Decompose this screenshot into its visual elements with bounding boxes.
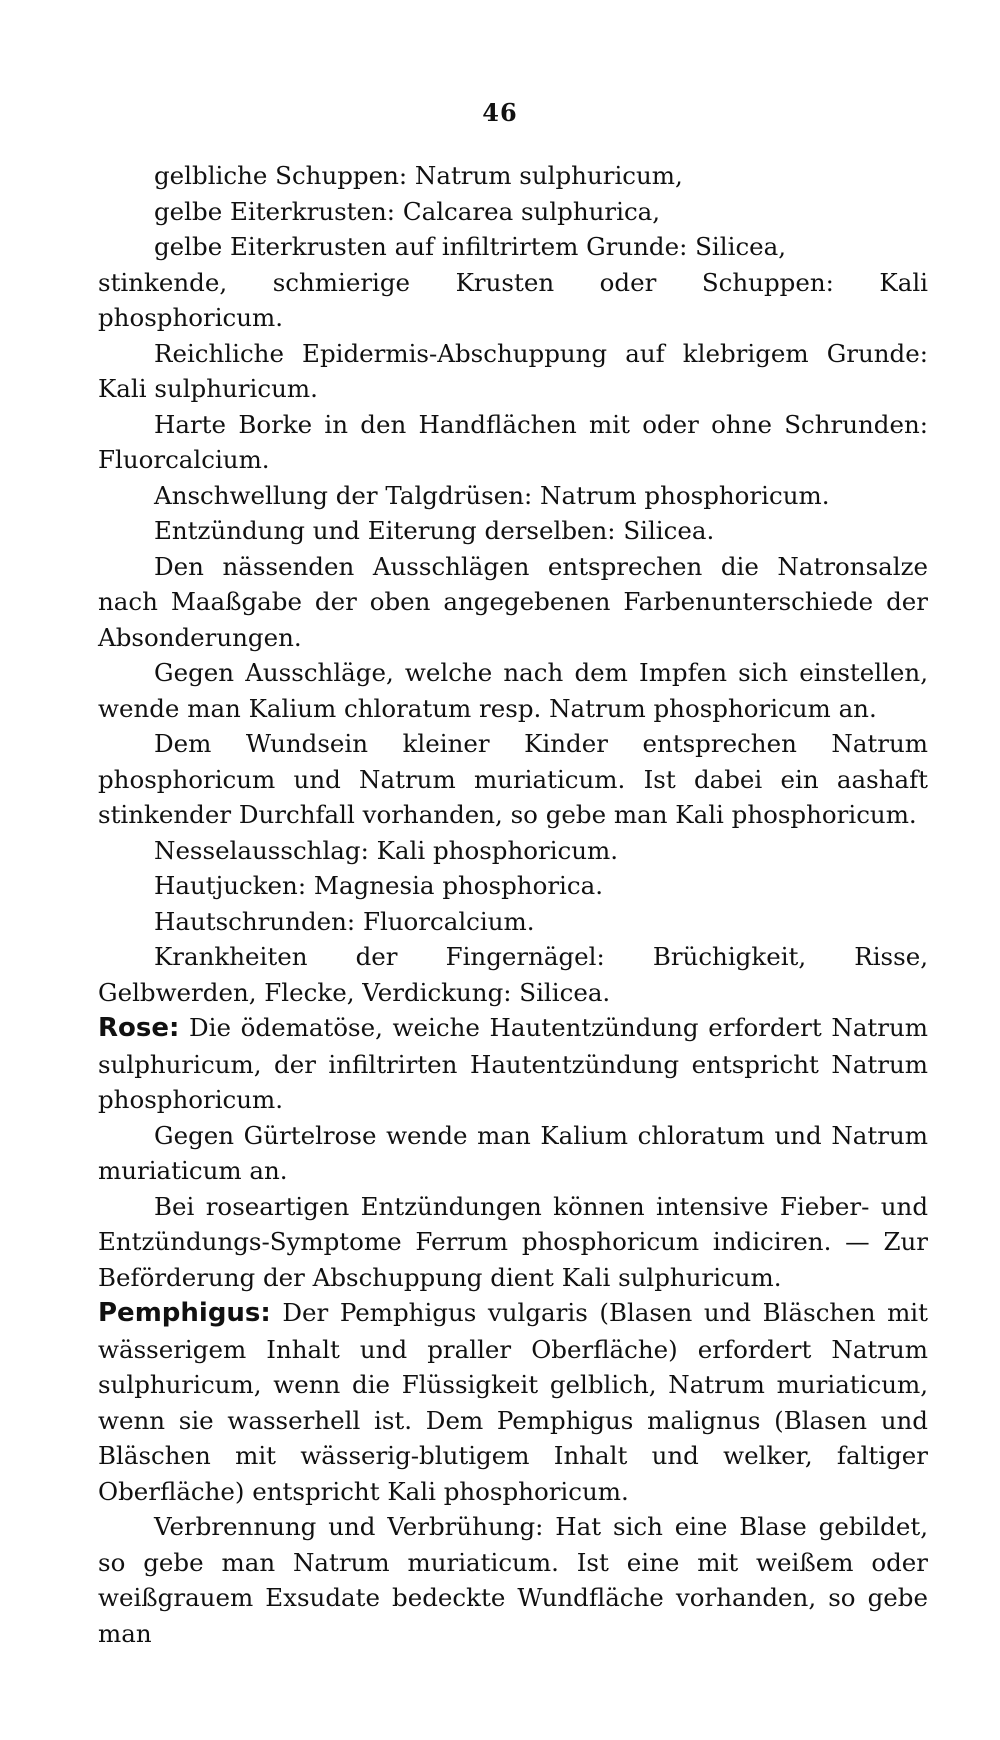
paragraph: Den nässenden Ausschlägen entsprechen die Natronsalze nach Maaßgabe der oben angegebenen Farbenunterschiede der Absonderungen. xyxy=(98,551,928,652)
rose-text: Die ödematöse, weiche Hautentzündung erfordert Natrum sulphuricum, der infiltrirten Hautentzündung entspricht Natrum phosphoricum. xyxy=(98,1013,928,1114)
body-text xyxy=(98,158,928,1651)
paragraph: Harte Borke in den Handflächen mit oder ohne Schrunden: Fluorcalcium. xyxy=(98,409,928,474)
pemphigus-text: Der Pemphigus vulgaris (Blasen und Bläschen mit wässerigem Inhalt und praller Oberfläche) erfordert Natrum sulphuricum, wenn die Flüssigkeit gelblich, Natrum muriaticum, wenn sie wasserhell ist. Dem Pemphigus malignus (Blasen und Bläschen mit wässerig-blutigem Inhalt und welker, faltiger Oberfläche) entspricht Kali phosphoricum. xyxy=(98,1298,928,1506)
paragraph: Gegen Ausschläge, welche nach dem Impfen sich einstellen, wende man Kalium chloratum resp. Natrum phosphoricum an. xyxy=(98,658,928,723)
paragraph: Krankheiten der Fingernägel: Brüchigkeit, Risse, Gelbwerden, Flecke, Verdickung: Silicea. xyxy=(98,942,928,1007)
paragraph: gelbe Eiterkrusten auf infiltrirtem Grunde: Silicea, xyxy=(154,232,787,261)
paragraph: gelbe Eiterkrusten: Calcarea sulphurica, xyxy=(154,196,661,226)
paragraph: Dem Wundsein kleiner Kinder entsprechen Natrum phosphoricum und Natrum muriaticum. Ist dabei ein aashaft stinkender Durchfall vorhanden, so gebe man Kali phosphoricum. xyxy=(98,729,928,829)
paragraph: Gegen Gürtelrose wende man Kalium chloratum und Natrum muriaticum an. xyxy=(98,1120,928,1185)
pemphigus-section xyxy=(98,1295,928,1509)
paragraph: Hautjucken: Magnesia phosphorica. xyxy=(154,871,603,900)
rose-heading: Rose: xyxy=(98,1013,180,1043)
pemphigus-heading: Pemphigus: xyxy=(98,1298,271,1328)
paragraph: stinkende, schmierige Krusten oder Schuppen: Kali phosphoricum. xyxy=(98,267,928,332)
paragraph: Hautschrunden: Fluorcalcium. xyxy=(154,906,535,936)
paragraph: gelbliche Schuppen: Natrum sulphuricum, xyxy=(154,161,683,190)
paragraph: Entzündung und Eiterung derselben: Silicea. xyxy=(154,516,715,545)
paragraph: Anschwellung der Talgdrüsen: Natrum phosphoricum. xyxy=(154,480,830,510)
paragraph: Nesselausschlag: Kali phosphoricum. xyxy=(154,835,619,865)
page-number: 46 xyxy=(482,98,518,127)
rose-section xyxy=(98,1010,928,1118)
paragraph: Reichliche Epidermis-Abschuppung auf klebrigem Grunde: Kali sulphuricum. xyxy=(98,338,928,403)
paragraph: Verbrennung und Verbrühung: Hat sich eine Blase gebildet, so gebe man Natrum muriaticum. Ist eine mit weißem oder weißgrauem Exsudate bedeckte Wundfläche vorhanden, so gebe man xyxy=(98,1512,928,1648)
paragraph: Bei roseartigen Entzündungen können intensive Fieber- und Entzündungs-Symptome Ferrum phosphoricum indiciren. — Zur Beförderung der Abschuppung dient Kali sulphuricum. xyxy=(98,1191,928,1292)
